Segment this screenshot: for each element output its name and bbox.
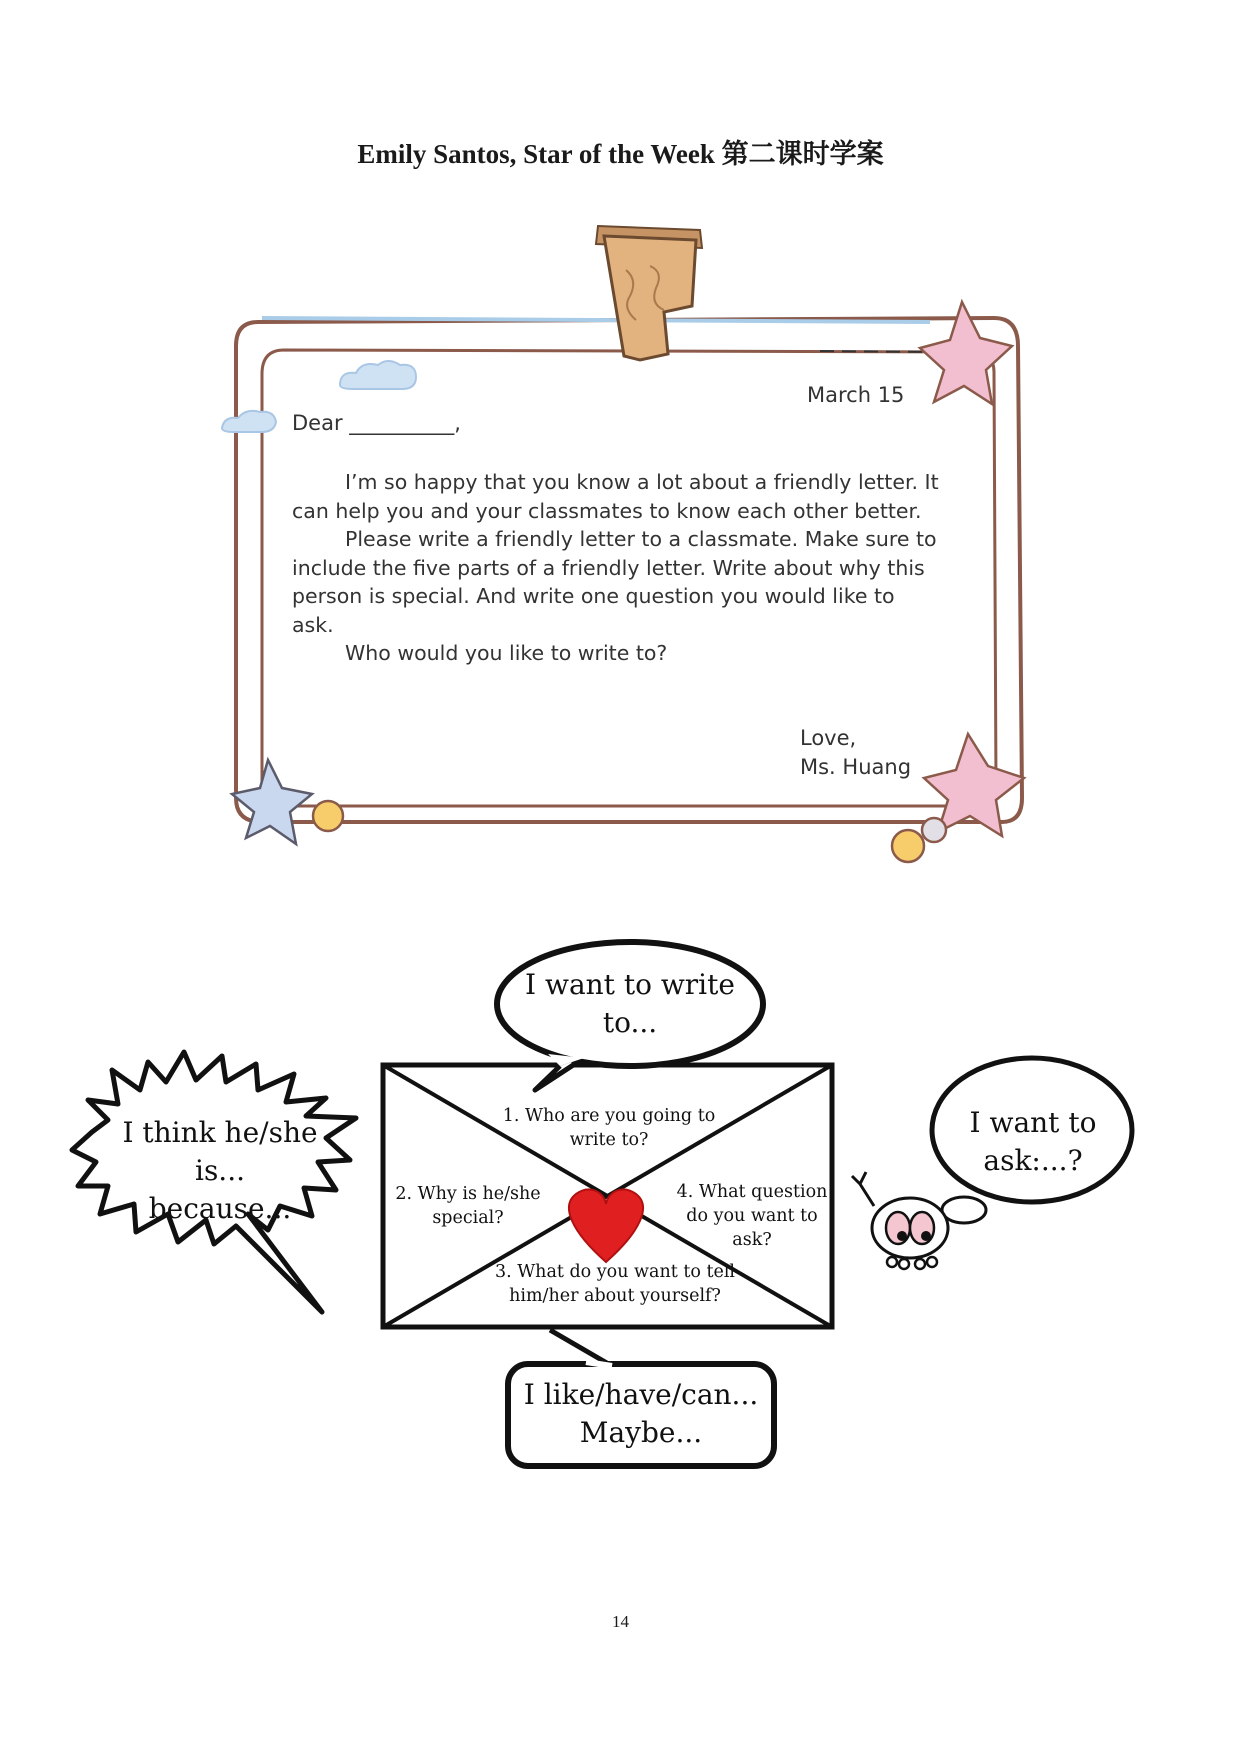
envelope-question-2: 2. Why is he/she special? bbox=[395, 1184, 541, 1228]
envelope-question-4: 4. What question do you want to ask? bbox=[676, 1182, 828, 1250]
letter-greeting: Dear __________, bbox=[292, 411, 461, 435]
left-bubble-text: I think he/she is... because... bbox=[122, 1116, 318, 1225]
letter-paragraph: Please write a friendly letter to a classmate. Make sure to include the five parts of a friendly letter. Write about why this person is special. And write one question you would like to ask. bbox=[292, 527, 937, 637]
envelope-question-1: 1. Who are you going to write to? bbox=[502, 1106, 716, 1150]
right-bubble-text: I want to ask:...? bbox=[969, 1106, 1097, 1177]
letter-paragraph: I’m so happy that you know a lot about a friendly letter. It can help you and your classmates to know each other better. bbox=[292, 470, 939, 523]
cartoon-character-icon bbox=[852, 1172, 948, 1269]
page-number: 14 bbox=[612, 1612, 629, 1631]
letter-date: March 15 bbox=[807, 383, 905, 407]
bottom-bubble-text: I like/have/can... Maybe... bbox=[523, 1378, 759, 1449]
envelope-question-3: 3. What do you want to tell him/her about yourself? bbox=[494, 1262, 736, 1306]
top-bubble-text: I want to write to... bbox=[525, 968, 735, 1039]
letter-paragraph: Who would you like to write to? bbox=[345, 641, 668, 665]
closing-word: Love, bbox=[800, 726, 857, 750]
page-title: Emily Santos, Star of the Week 第二课时学案 bbox=[357, 139, 884, 169]
signature: Ms. Huang bbox=[800, 755, 912, 779]
